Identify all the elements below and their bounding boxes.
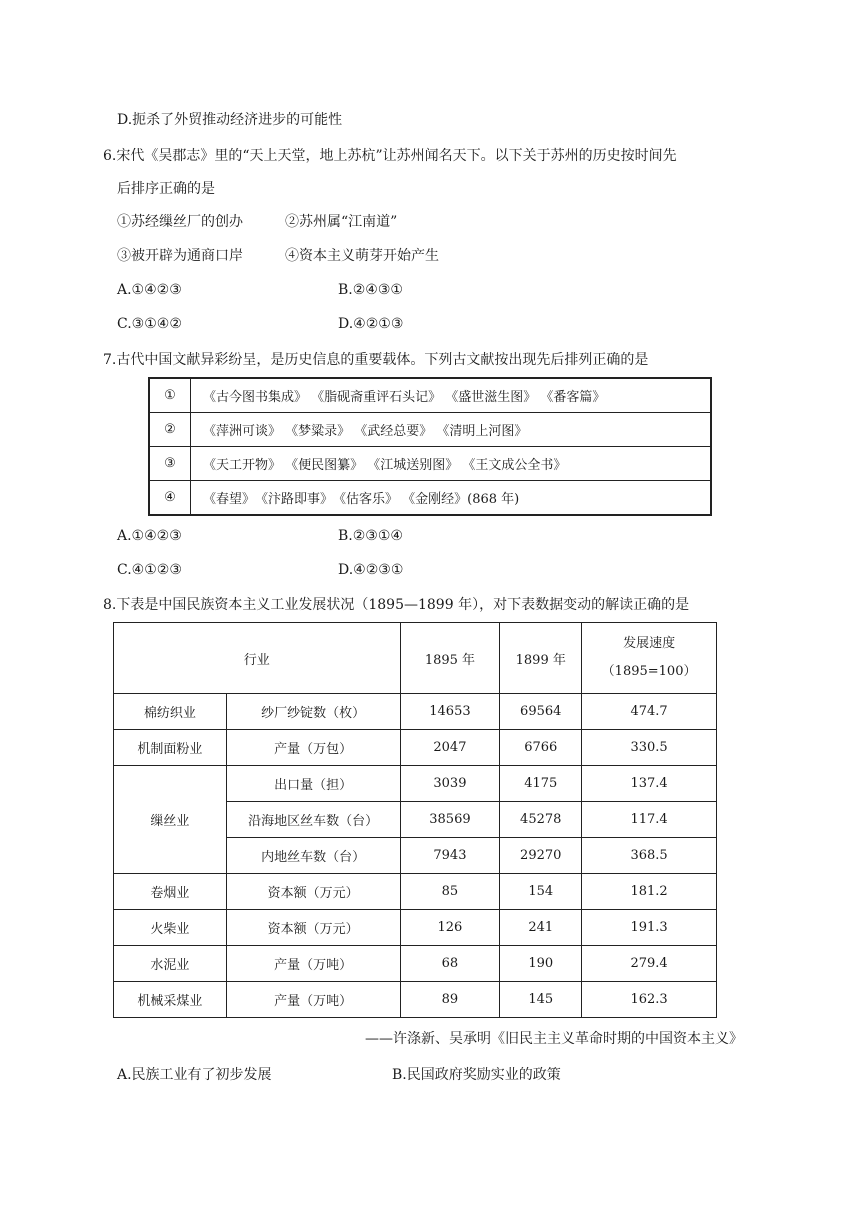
value-1899-cell: 241 bbox=[500, 910, 582, 946]
value-1899-cell: 29270 bbox=[500, 838, 582, 874]
industry-cell: 棉纺织业 bbox=[114, 694, 227, 730]
header-1895: 1895 年 bbox=[400, 623, 500, 694]
q7-document-table bbox=[148, 377, 712, 516]
industry-cell: 机制面粉业 bbox=[114, 730, 227, 766]
header-growth-speed-base: （1895=100） bbox=[601, 664, 697, 679]
table-row bbox=[114, 910, 717, 946]
speed-cell: 474.7 bbox=[582, 694, 717, 730]
q8-option-a: A.民族工业有了初步发展 bbox=[117, 1067, 272, 1083]
table-row bbox=[114, 766, 717, 802]
row-number: ② bbox=[149, 413, 191, 447]
value-1895-cell: 126 bbox=[400, 910, 500, 946]
table-row bbox=[149, 447, 711, 481]
q8-stem: 8.下表是中国民族资本主义工业发展状况（1895—1899 年），对下表数据变动的解读正确的是 bbox=[103, 597, 690, 613]
value-1899-cell: 4175 bbox=[500, 766, 582, 802]
item-cell: 资本额（万元） bbox=[226, 910, 400, 946]
book-list: 《春望》 《汴路即事》 《估客乐》 《金刚经》(868 年) bbox=[191, 481, 712, 516]
value-1899-cell: 190 bbox=[500, 946, 582, 982]
value-1895-cell: 85 bbox=[400, 874, 500, 910]
q6-option-d: D.④②①③ bbox=[338, 316, 404, 332]
table-row bbox=[149, 378, 711, 413]
q7-stem: 7.古代中国文献异彩纷呈，是历史信息的重要载体。下列古文献按出现先后排列正确的是 bbox=[103, 352, 649, 368]
speed-cell: 117.4 bbox=[582, 802, 717, 838]
header-growth-speed bbox=[582, 623, 717, 694]
industry-cell: 缫丝业 bbox=[114, 766, 227, 874]
q7-option-c: C.④①②③ bbox=[117, 562, 182, 578]
value-1895-cell: 89 bbox=[400, 982, 500, 1018]
q6-option-a: A.①④②③ bbox=[117, 282, 182, 298]
q6-stem-line1: 6.宋代《吴郡志》里的“天上天堂，地上苏杭”让苏州闻名天下。以下关于苏州的历史按时间先 bbox=[103, 148, 677, 164]
value-1899-cell: 6766 bbox=[500, 730, 582, 766]
value-1899-cell: 145 bbox=[500, 982, 582, 1018]
speed-cell: 330.5 bbox=[582, 730, 717, 766]
item-cell: 内地丝车数（台） bbox=[226, 838, 400, 874]
q7-option-a: A.①④②③ bbox=[117, 528, 182, 544]
row-number: ④ bbox=[149, 481, 191, 516]
industry-cell: 水泥业 bbox=[114, 946, 227, 982]
header-growth-speed-label: 发展速度 bbox=[623, 636, 676, 651]
value-1895-cell: 68 bbox=[400, 946, 500, 982]
speed-cell: 181.2 bbox=[582, 874, 717, 910]
industry-cell: 火柴业 bbox=[114, 910, 227, 946]
item-cell: 产量（万吨） bbox=[226, 982, 400, 1018]
q6-item-2: ②苏州属“江南道” bbox=[285, 214, 398, 230]
table-row bbox=[149, 413, 711, 447]
item-cell: 产量（万包） bbox=[226, 730, 400, 766]
q8-source-citation: ——许涤新、吴承明《旧民主主义革命时期的中国资本主义》 bbox=[365, 1031, 743, 1047]
q7-option-d: D.④②③① bbox=[338, 562, 404, 578]
book-list: 《古今图书集成》 《脂砚斋重评石头记》 《盛世滋生图》 《番客篇》 bbox=[191, 378, 712, 413]
value-1895-cell: 7943 bbox=[400, 838, 500, 874]
table-row bbox=[114, 946, 717, 982]
q6-stem-line2: 后排序正确的是 bbox=[117, 181, 215, 197]
q6-item-3: ③被开辟为通商口岸 bbox=[117, 248, 243, 264]
value-1895-cell: 3039 bbox=[400, 766, 500, 802]
q6-item-4: ④资本主义萌芽开始产生 bbox=[285, 248, 439, 264]
q6-option-c: C.③①④② bbox=[117, 316, 182, 332]
table-row bbox=[149, 481, 711, 516]
row-number: ③ bbox=[149, 447, 191, 481]
q6-item-1: ①苏经缫丝厂的创办 bbox=[117, 214, 243, 230]
item-cell: 产量（万吨） bbox=[226, 946, 400, 982]
book-list: 《萍洲可谈》 《梦粱录》 《武经总要》 《清明上河图》 bbox=[191, 413, 712, 447]
value-1895-cell: 2047 bbox=[400, 730, 500, 766]
speed-cell: 191.3 bbox=[582, 910, 717, 946]
item-cell: 出口量（担） bbox=[226, 766, 400, 802]
speed-cell: 368.5 bbox=[582, 838, 717, 874]
speed-cell: 162.3 bbox=[582, 982, 717, 1018]
q7-option-b: B.②③①④ bbox=[338, 528, 403, 544]
speed-cell: 279.4 bbox=[582, 946, 717, 982]
q6-option-b: B.②④③① bbox=[338, 282, 403, 298]
table-row bbox=[114, 694, 717, 730]
row-number: ① bbox=[149, 378, 191, 413]
speed-cell: 137.4 bbox=[582, 766, 717, 802]
table-row bbox=[114, 730, 717, 766]
value-1899-cell: 45278 bbox=[500, 802, 582, 838]
item-cell: 纱厂纱锭数（枚） bbox=[226, 694, 400, 730]
item-cell: 沿海地区丝车数（台） bbox=[226, 802, 400, 838]
q8-option-b: B.民国政府奖励实业的政策 bbox=[392, 1067, 561, 1083]
table-header-row bbox=[114, 623, 717, 694]
value-1895-cell: 14653 bbox=[400, 694, 500, 730]
value-1899-cell: 154 bbox=[500, 874, 582, 910]
item-cell: 资本额（万元） bbox=[226, 874, 400, 910]
q8-industry-table bbox=[113, 622, 717, 1018]
table-row bbox=[114, 982, 717, 1018]
header-industry: 行业 bbox=[114, 623, 401, 694]
table-row bbox=[114, 874, 717, 910]
value-1899-cell: 69564 bbox=[500, 694, 582, 730]
header-1899: 1899 年 bbox=[500, 623, 582, 694]
q5-option-d: D.扼杀了外贸推动经济进步的可能性 bbox=[117, 112, 343, 128]
value-1895-cell: 38569 bbox=[400, 802, 500, 838]
industry-cell: 卷烟业 bbox=[114, 874, 227, 910]
book-list: 《天工开物》 《便民图纂》 《江城送别图》 《王文成公全书》 bbox=[191, 447, 712, 481]
industry-cell: 机械采煤业 bbox=[114, 982, 227, 1018]
